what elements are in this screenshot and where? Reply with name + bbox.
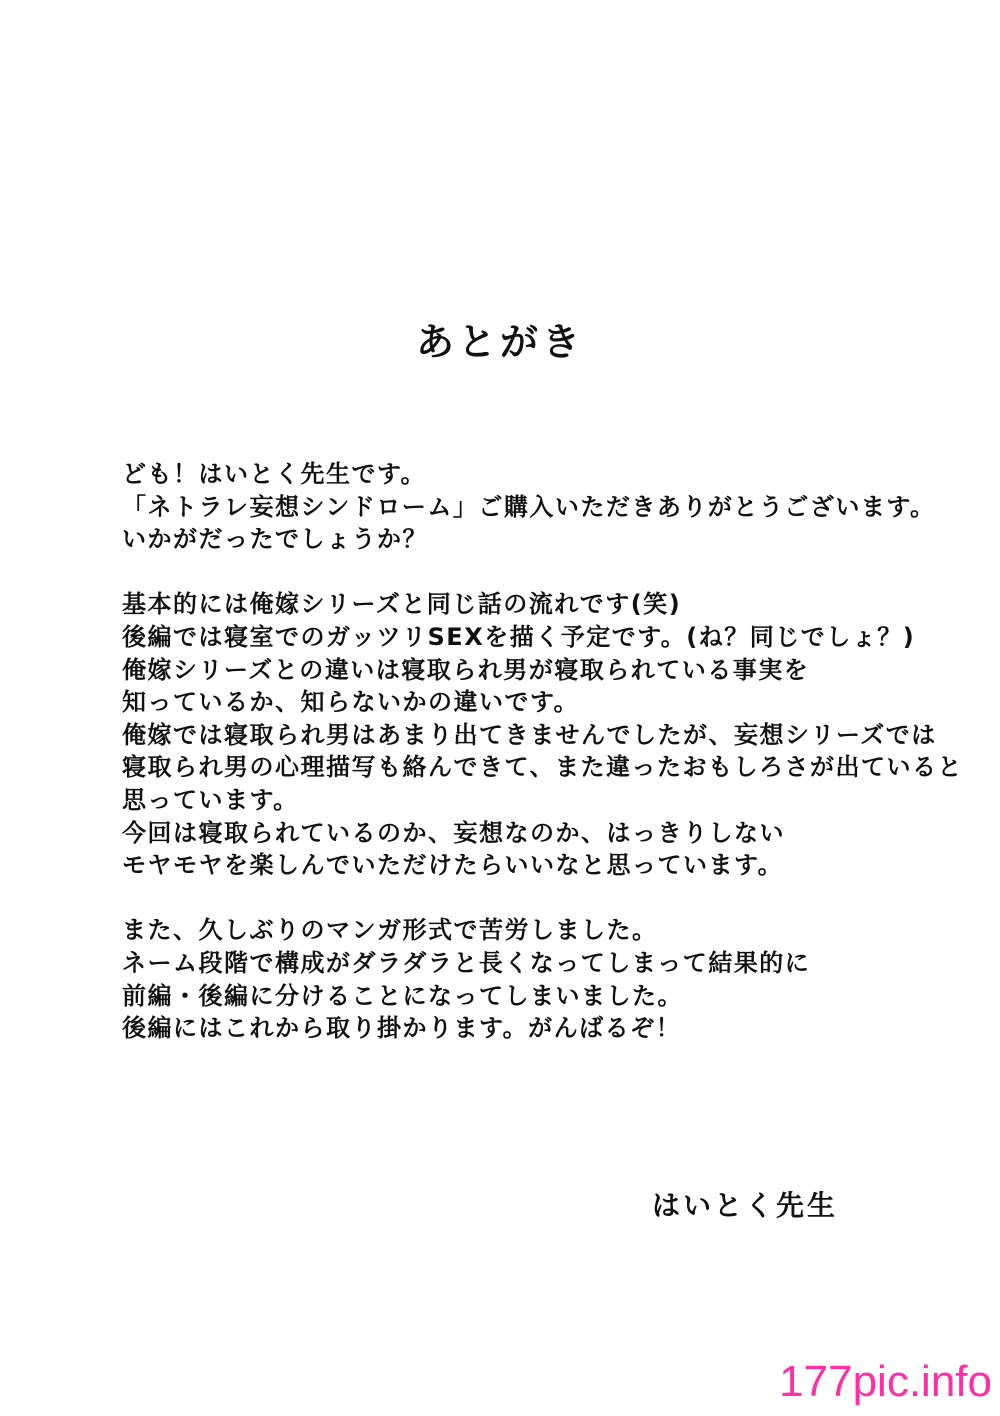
body-line: 寝取られ男の心理描写も絡んできて、また違ったおもしろさが出ていると: [122, 753, 964, 782]
body-line: 後編にはこれから取り掛かります。がんばるぞ！: [122, 1014, 682, 1043]
body-line: ども！はいとく先生です。: [122, 460, 427, 488]
page-title: あとがき: [415, 320, 584, 364]
body-line: モヤモヤを楽しんでいただけたらいいなと思っています。: [122, 851, 784, 880]
body-line: 思っています。: [122, 785, 299, 814]
watermark: 177pic.info: [779, 1357, 992, 1406]
body-line: いかがだったでしょうか？: [122, 525, 428, 554]
body-line: 俺嫁シリーズとの違いは寝取られ男が寝取られている事実を: [122, 655, 810, 684]
body-line: ネーム段階で構成がダラダラと長くなってしまって結果的に: [122, 948, 811, 977]
body-line: 基本的には俺嫁シリーズと同じ話の流れです(笑): [122, 590, 682, 619]
body-line: 「ネトラレ妄想シンドローム」ご購入いただきありがとうございます。: [122, 492, 936, 521]
author-signature: はいとく先生: [652, 1189, 839, 1222]
paragraph-gap: [122, 882, 902, 915]
body-line: 今回は寝取られているのか、妄想なのか、はっきりしない: [122, 818, 785, 847]
afterword-body: [122, 458, 964, 1045]
body-line: 後編では寝室でのガッツリSEXを描く予定です。(ね？同じでしょ？): [122, 622, 916, 651]
paragraph-gap: [122, 556, 902, 589]
body-line: 前編・後編に分けることになってしまいました。: [122, 981, 683, 1010]
body-line: また、久しぶりのマンガ形式で苦労しました。: [122, 916, 658, 945]
body-line: 俺嫁では寝取られ男はあまり出てきませんでしたが、妄想シリーズでは: [122, 720, 937, 749]
body-line: 知っているか、知らないかの違いです。: [122, 688, 580, 717]
